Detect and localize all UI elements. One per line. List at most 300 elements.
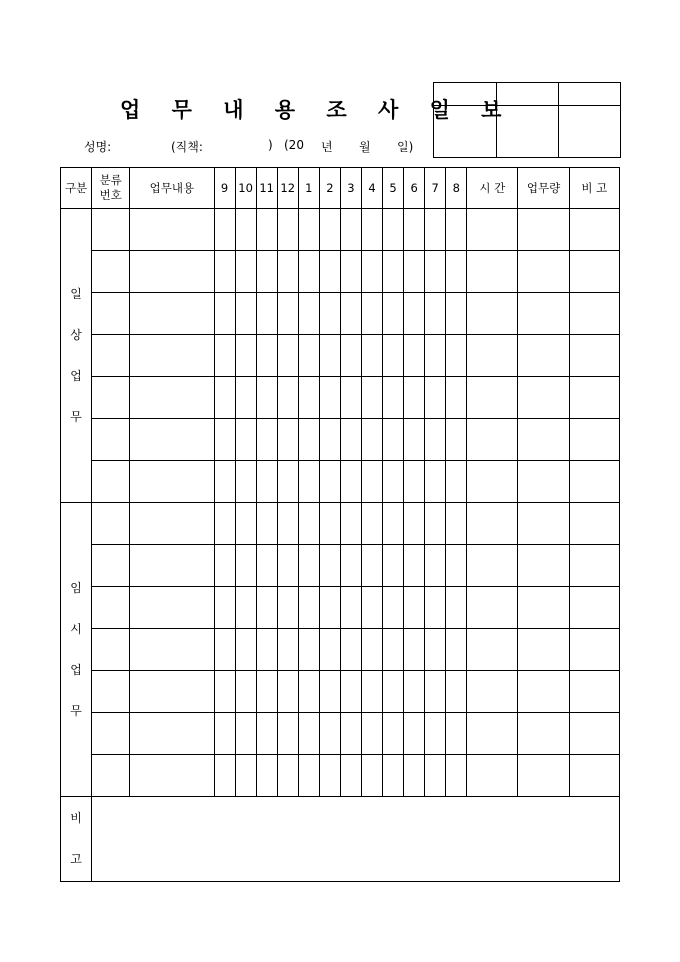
content-cell[interactable] (130, 713, 214, 755)
hour-cell[interactable] (214, 713, 235, 755)
hour-cell[interactable] (425, 629, 446, 671)
section-label-char: 상 (70, 327, 82, 342)
hour-cell[interactable] (319, 629, 340, 671)
hour-cell[interactable] (383, 377, 404, 419)
hour-cell[interactable] (235, 587, 256, 629)
hour-cell[interactable] (425, 545, 446, 587)
hour-cell[interactable] (425, 419, 446, 461)
hour-cell[interactable] (383, 503, 404, 545)
hour-cell[interactable] (446, 419, 467, 461)
hour-cell[interactable] (256, 713, 277, 755)
hour-cell[interactable] (425, 209, 446, 251)
hour-cell[interactable] (425, 251, 446, 293)
hour-cell[interactable] (383, 293, 404, 335)
approval-sign-cell[interactable] (434, 106, 497, 158)
hour-cell[interactable] (446, 587, 467, 629)
content-cell[interactable] (130, 755, 214, 797)
hour-cell[interactable] (404, 209, 425, 251)
category-header: 구분 (61, 168, 92, 209)
name-label: 성명: (84, 140, 112, 154)
hour-cell[interactable] (319, 251, 340, 293)
approval-header-cell (497, 83, 559, 106)
time-cell[interactable] (467, 629, 518, 671)
note-cell[interactable] (569, 503, 619, 545)
hour-cell[interactable] (298, 251, 319, 293)
remarks-label-char: 고 (70, 852, 82, 866)
hour-cell[interactable] (214, 293, 235, 335)
hour-cell[interactable] (298, 377, 319, 419)
hour-cell[interactable] (425, 335, 446, 377)
hour-cell[interactable] (319, 209, 340, 251)
note-cell[interactable] (569, 713, 619, 755)
class-no-line2: 번호 (99, 188, 122, 202)
time-cell[interactable] (467, 293, 518, 335)
hour-cell[interactable] (298, 671, 319, 713)
volume-cell[interactable] (518, 335, 569, 377)
hour-cell[interactable] (256, 251, 277, 293)
log-row (61, 755, 620, 797)
content-cell[interactable] (130, 629, 214, 671)
hour-cell[interactable] (277, 629, 298, 671)
class-no-cell[interactable] (92, 335, 130, 377)
log-row (61, 503, 620, 545)
hour-cell[interactable] (361, 671, 382, 713)
hour-cell[interactable] (235, 671, 256, 713)
hour-cell[interactable] (383, 335, 404, 377)
time-cell[interactable] (467, 251, 518, 293)
hour-cell[interactable] (214, 671, 235, 713)
hour-cell[interactable] (235, 419, 256, 461)
note-cell[interactable] (569, 209, 619, 251)
hour-cell[interactable] (340, 545, 361, 587)
content-cell[interactable] (130, 377, 214, 419)
volume-cell[interactable] (518, 293, 569, 335)
content-cell[interactable] (130, 461, 214, 503)
hour-cell[interactable] (383, 209, 404, 251)
hour-cell[interactable] (425, 755, 446, 797)
hour-cell[interactable] (214, 755, 235, 797)
hour-cell[interactable] (319, 713, 340, 755)
hour-cell[interactable] (277, 671, 298, 713)
hour-cell[interactable] (446, 545, 467, 587)
content-cell[interactable] (130, 671, 214, 713)
hour-cell[interactable] (404, 629, 425, 671)
hour-cell[interactable] (361, 251, 382, 293)
volume-cell[interactable] (518, 713, 569, 755)
volume-cell[interactable] (518, 671, 569, 713)
volume-cell[interactable] (518, 755, 569, 797)
class-no-cell[interactable] (92, 755, 130, 797)
hour-cell[interactable] (340, 419, 361, 461)
hour-cell[interactable] (298, 209, 319, 251)
hour-cell[interactable] (361, 713, 382, 755)
hour-cell[interactable] (404, 755, 425, 797)
hour-cell[interactable] (446, 755, 467, 797)
class-no-cell[interactable] (92, 713, 130, 755)
hour-cell[interactable] (298, 461, 319, 503)
class-no-cell[interactable] (92, 461, 130, 503)
hour-cell[interactable] (319, 755, 340, 797)
hour-cell[interactable] (256, 209, 277, 251)
volume-cell[interactable] (518, 209, 569, 251)
hour-cell[interactable] (235, 545, 256, 587)
volume-cell[interactable] (518, 419, 569, 461)
hour-cell[interactable] (319, 461, 340, 503)
hour-cell[interactable] (235, 251, 256, 293)
hour-cell[interactable] (446, 461, 467, 503)
hour-cell[interactable] (277, 587, 298, 629)
section-label-char: 업 (70, 368, 82, 383)
hour-cell[interactable] (446, 713, 467, 755)
hour-cell[interactable] (235, 209, 256, 251)
hour-cell[interactable] (214, 545, 235, 587)
hour-cell[interactable] (383, 587, 404, 629)
hour-cell[interactable] (404, 419, 425, 461)
hour-cell[interactable] (319, 503, 340, 545)
volume-cell[interactable] (518, 587, 569, 629)
note-cell[interactable] (569, 545, 619, 587)
hour-cell[interactable] (277, 293, 298, 335)
hour-cell[interactable] (256, 503, 277, 545)
hour-cell[interactable] (214, 629, 235, 671)
time-cell[interactable] (467, 713, 518, 755)
time-cell[interactable] (467, 503, 518, 545)
header-row (61, 168, 620, 209)
hour-header: 6 (404, 168, 425, 209)
work-log-table (60, 167, 620, 882)
hour-cell[interactable] (277, 209, 298, 251)
approval-sign-cell[interactable] (559, 106, 621, 158)
hour-cell[interactable] (404, 503, 425, 545)
hour-cell[interactable] (277, 503, 298, 545)
hour-cell[interactable] (361, 629, 382, 671)
hour-cell[interactable] (340, 629, 361, 671)
class-no-cell[interactable] (92, 209, 130, 251)
hour-cell[interactable] (383, 629, 404, 671)
hour-cell[interactable] (256, 587, 277, 629)
note-cell[interactable] (569, 671, 619, 713)
approval-header-cell (434, 83, 497, 106)
hour-cell[interactable] (256, 335, 277, 377)
remarks-label (61, 797, 92, 882)
page-title: 업 무 내 용 조 사 일 보 (120, 97, 514, 122)
hour-cell[interactable] (235, 713, 256, 755)
volume-cell[interactable] (518, 377, 569, 419)
time-cell[interactable] (467, 755, 518, 797)
hour-cell[interactable] (235, 629, 256, 671)
position-close: ) (268, 138, 273, 152)
hour-cell[interactable] (446, 251, 467, 293)
time-cell[interactable] (467, 671, 518, 713)
hour-header: 7 (425, 168, 446, 209)
log-row (61, 545, 620, 587)
hour-cell[interactable] (425, 713, 446, 755)
hour-cell[interactable] (404, 251, 425, 293)
position-label: (직책: (171, 140, 203, 154)
hour-cell[interactable] (214, 335, 235, 377)
hour-cell[interactable] (256, 629, 277, 671)
hour-cell[interactable] (383, 251, 404, 293)
note-cell[interactable] (569, 587, 619, 629)
hour-cell[interactable] (298, 713, 319, 755)
hour-cell[interactable] (361, 293, 382, 335)
content-cell[interactable] (130, 419, 214, 461)
hour-header: 4 (361, 168, 382, 209)
hour-cell[interactable] (319, 419, 340, 461)
volume-header: 업무량 (518, 168, 569, 209)
hour-cell[interactable] (319, 671, 340, 713)
hour-cell[interactable] (256, 419, 277, 461)
remarks-area[interactable] (92, 797, 620, 882)
time-header: 시 간 (467, 168, 518, 209)
hour-cell[interactable] (214, 503, 235, 545)
hour-cell[interactable] (277, 251, 298, 293)
hour-cell[interactable] (340, 755, 361, 797)
hour-cell[interactable] (235, 335, 256, 377)
hour-cell[interactable] (361, 209, 382, 251)
volume-cell[interactable] (518, 251, 569, 293)
hour-cell[interactable] (340, 503, 361, 545)
time-cell[interactable] (467, 377, 518, 419)
note-cell[interactable] (569, 251, 619, 293)
hour-cell[interactable] (319, 377, 340, 419)
day-label: 일) (397, 140, 414, 154)
content-cell[interactable] (130, 293, 214, 335)
class-no-cell[interactable] (92, 293, 130, 335)
hour-cell[interactable] (214, 209, 235, 251)
content-cell[interactable] (130, 335, 214, 377)
section-label-char: 일 (70, 286, 82, 301)
hour-cell[interactable] (256, 461, 277, 503)
time-cell[interactable] (467, 335, 518, 377)
hour-cell[interactable] (425, 461, 446, 503)
hour-cell[interactable] (425, 503, 446, 545)
remarks-label-char: 비 (70, 811, 82, 825)
content-header: 업무내용 (130, 168, 214, 209)
log-row (61, 251, 620, 293)
log-row (61, 713, 620, 755)
hour-cell[interactable] (319, 587, 340, 629)
hour-cell[interactable] (277, 755, 298, 797)
hour-header: 9 (214, 168, 235, 209)
hour-cell[interactable] (214, 377, 235, 419)
hour-header: 10 (235, 168, 256, 209)
hour-cell[interactable] (298, 335, 319, 377)
hour-cell[interactable] (340, 671, 361, 713)
section-label (61, 503, 92, 797)
hour-cell[interactable] (340, 251, 361, 293)
volume-cell[interactable] (518, 461, 569, 503)
hour-cell[interactable] (277, 545, 298, 587)
hour-cell[interactable] (361, 419, 382, 461)
note-cell[interactable] (569, 461, 619, 503)
year-prefix: (20 (284, 138, 304, 152)
hour-cell[interactable] (404, 671, 425, 713)
hour-cell[interactable] (298, 629, 319, 671)
hour-cell[interactable] (319, 545, 340, 587)
approval-box (433, 82, 621, 158)
hour-cell[interactable] (361, 587, 382, 629)
hour-cell[interactable] (383, 755, 404, 797)
hour-cell[interactable] (256, 377, 277, 419)
hour-cell[interactable] (361, 503, 382, 545)
hour-header: 1 (298, 168, 319, 209)
hour-cell[interactable] (340, 335, 361, 377)
hour-cell[interactable] (214, 587, 235, 629)
class-no-header (92, 168, 130, 209)
hour-header: 11 (256, 168, 277, 209)
hour-cell[interactable] (446, 671, 467, 713)
hour-cell[interactable] (277, 419, 298, 461)
note-cell[interactable] (569, 293, 619, 335)
log-row (61, 377, 620, 419)
volume-cell[interactable] (518, 629, 569, 671)
year-label: 년 (321, 140, 333, 154)
hour-header: 12 (277, 168, 298, 209)
volume-cell[interactable] (518, 545, 569, 587)
hour-cell[interactable] (425, 671, 446, 713)
hour-cell[interactable] (404, 293, 425, 335)
section-label-char: 무 (70, 409, 82, 424)
hour-cell[interactable] (235, 377, 256, 419)
log-row (61, 629, 620, 671)
hour-cell[interactable] (298, 545, 319, 587)
log-row (61, 671, 620, 713)
note-header: 비 고 (569, 168, 619, 209)
hour-cell[interactable] (235, 755, 256, 797)
hour-cell[interactable] (446, 629, 467, 671)
class-no-cell[interactable] (92, 629, 130, 671)
hour-cell[interactable] (340, 209, 361, 251)
hour-cell[interactable] (425, 377, 446, 419)
time-cell[interactable] (467, 209, 518, 251)
content-cell[interactable] (130, 503, 214, 545)
class-no-cell[interactable] (92, 419, 130, 461)
hour-cell[interactable] (256, 755, 277, 797)
note-cell[interactable] (569, 377, 619, 419)
hour-cell[interactable] (425, 293, 446, 335)
hour-cell[interactable] (425, 587, 446, 629)
class-no-cell[interactable] (92, 503, 130, 545)
hour-cell[interactable] (298, 293, 319, 335)
hour-cell[interactable] (277, 461, 298, 503)
log-row (61, 419, 620, 461)
hour-cell[interactable] (298, 419, 319, 461)
hour-cell[interactable] (404, 377, 425, 419)
class-no-cell[interactable] (92, 251, 130, 293)
section-label-char: 업 (70, 662, 82, 677)
hour-cell[interactable] (361, 755, 382, 797)
section-label-char: 임 (70, 580, 82, 595)
log-row (61, 209, 620, 251)
hour-cell[interactable] (319, 293, 340, 335)
hour-cell[interactable] (340, 461, 361, 503)
content-cell[interactable] (130, 251, 214, 293)
hour-cell[interactable] (383, 671, 404, 713)
class-no-cell[interactable] (92, 545, 130, 587)
note-cell[interactable] (569, 755, 619, 797)
hour-cell[interactable] (340, 293, 361, 335)
hour-cell[interactable] (361, 377, 382, 419)
hour-cell[interactable] (214, 419, 235, 461)
class-no-line1: 분류 (99, 173, 122, 187)
hour-cell[interactable] (446, 503, 467, 545)
approval-header-cell (559, 83, 621, 106)
hour-cell[interactable] (383, 545, 404, 587)
hour-cell[interactable] (361, 545, 382, 587)
note-cell[interactable] (569, 419, 619, 461)
hour-cell[interactable] (256, 293, 277, 335)
hour-cell[interactable] (446, 293, 467, 335)
section-label-char: 시 (70, 621, 82, 636)
hour-cell[interactable] (298, 755, 319, 797)
hour-cell[interactable] (404, 713, 425, 755)
time-cell[interactable] (467, 587, 518, 629)
class-no-cell[interactable] (92, 377, 130, 419)
hour-cell[interactable] (404, 335, 425, 377)
hour-cell[interactable] (361, 461, 382, 503)
hour-cell[interactable] (214, 461, 235, 503)
hour-cell[interactable] (383, 713, 404, 755)
log-row (61, 335, 620, 377)
hour-cell[interactable] (256, 671, 277, 713)
section-label-char: 무 (70, 703, 82, 718)
hour-cell[interactable] (446, 335, 467, 377)
hour-cell[interactable] (446, 209, 467, 251)
hour-cell[interactable] (446, 377, 467, 419)
time-cell[interactable] (467, 545, 518, 587)
hour-header: 5 (383, 168, 404, 209)
hour-cell[interactable] (235, 503, 256, 545)
hour-cell[interactable] (404, 587, 425, 629)
hour-cell[interactable] (383, 419, 404, 461)
hour-cell[interactable] (277, 713, 298, 755)
hour-cell[interactable] (277, 377, 298, 419)
hour-cell[interactable] (298, 503, 319, 545)
class-no-cell[interactable] (92, 587, 130, 629)
hour-cell[interactable] (340, 377, 361, 419)
month-label: 월 (359, 140, 371, 154)
content-cell[interactable] (130, 587, 214, 629)
hour-cell[interactable] (383, 461, 404, 503)
approval-sign-cell[interactable] (497, 106, 559, 158)
content-cell[interactable] (130, 209, 214, 251)
hour-cell[interactable] (235, 293, 256, 335)
hour-header: 8 (446, 168, 467, 209)
content-cell[interactable] (130, 545, 214, 587)
hour-cell[interactable] (361, 335, 382, 377)
hour-cell[interactable] (404, 545, 425, 587)
hour-cell[interactable] (340, 587, 361, 629)
note-cell[interactable] (569, 629, 619, 671)
hour-cell[interactable] (404, 461, 425, 503)
hour-cell[interactable] (235, 461, 256, 503)
hour-cell[interactable] (277, 335, 298, 377)
hour-cell[interactable] (214, 251, 235, 293)
time-cell[interactable] (467, 461, 518, 503)
log-row (61, 587, 620, 629)
hour-header: 2 (319, 168, 340, 209)
hour-header: 3 (340, 168, 361, 209)
hour-cell[interactable] (319, 335, 340, 377)
hour-cell[interactable] (340, 713, 361, 755)
time-cell[interactable] (467, 419, 518, 461)
class-no-cell[interactable] (92, 671, 130, 713)
hour-cell[interactable] (256, 545, 277, 587)
note-cell[interactable] (569, 335, 619, 377)
volume-cell[interactable] (518, 503, 569, 545)
hour-cell[interactable] (298, 587, 319, 629)
